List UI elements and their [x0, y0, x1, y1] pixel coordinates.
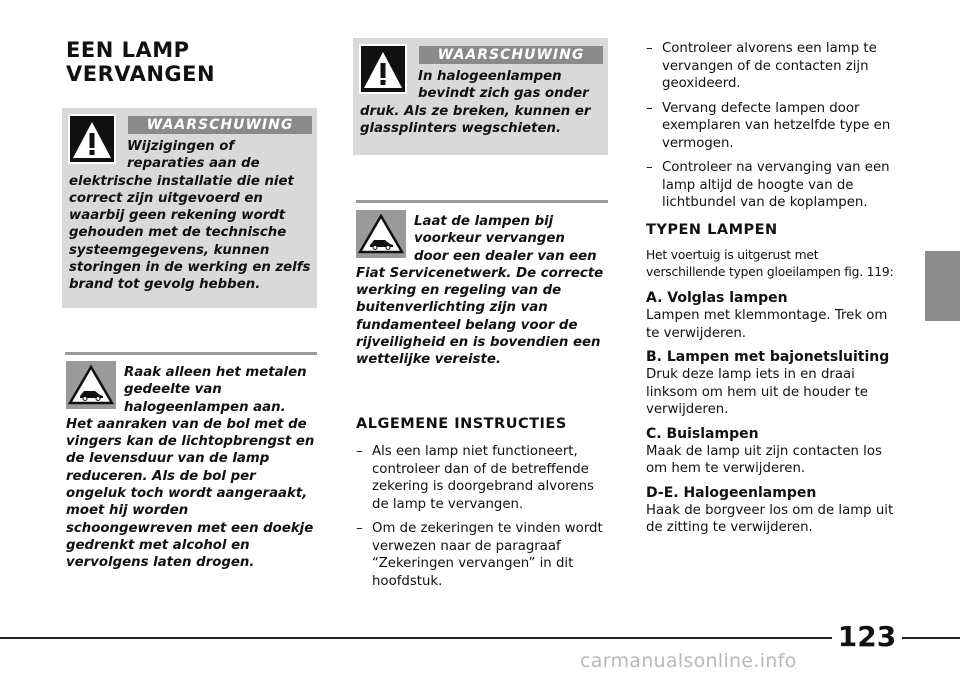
warning-text: Wijzigingen of reparaties aan de elektrische installatie die niet correct zijn uitgevoerd en waarbij geen rekening wordt gehouden met de technische systeemgegevens, kunnen storingen in de werking en zelfs brand tot gevolg hebben.: [69, 139, 311, 293]
warning-label: WAARSCHUWING: [128, 116, 312, 134]
general-instructions-list: [356, 443, 606, 597]
warning-text: In halogeenlampen bevindt zich gas onder druk. Als ze breken, kunnen er glassplinters wegschieten.: [360, 69, 591, 136]
type-d-title: D-E. Halogeenlampen: [646, 484, 817, 501]
type-c-title: C. Buislampen: [646, 425, 759, 442]
list-item: – Om de zekeringen te vinden wordt verwezen naar de paragraaf “Zekeringen vervangen” in dit hoofdstuk.: [356, 521, 603, 589]
title-line-2: VERVANGEN: [66, 62, 216, 86]
warning-box-electrical: [62, 108, 317, 308]
type-d-text: Haak de borgveer los om de lamp uit de zitting te verwijderen.: [646, 502, 894, 535]
types-intro: Het voertuig is uitgerust met verschillende typen gloeilampen fig. 119:: [646, 248, 894, 279]
divider: [356, 200, 608, 203]
footer-rule: [0, 637, 960, 639]
type-b-title: B. Lampen met bajonetsluiting: [646, 349, 890, 365]
type-a-text: Lampen met klemmontage. Trek om te verwijderen.: [646, 308, 888, 341]
type-c-text: Maak de lamp uit zijn contacten los om hem te verwijderen.: [646, 443, 882, 476]
warning-label: WAARSCHUWING: [419, 46, 603, 64]
title-line-1: EEN LAMP: [66, 38, 190, 62]
note-text-dealer: Laat de lampen bij voorkeur vervangen door een dealer van een Fiat Servicenetwerk. De correcte werking en regeling van de buitenverlichting zijn van fundamenteel belang voor de rijveiligheid en is bovendien een wettelijke vereiste.: [356, 214, 604, 368]
type-a-title: A. Volglas lampen: [646, 290, 788, 306]
list-item: – Vervang defecte lampen door exemplaren van hetzelfde type en vermogen.: [646, 100, 891, 151]
list-item: – Als een lamp niet functioneert, controleer dan of de betreffende zekering is doorgebrand alvorens de lamp te vervangen.: [356, 444, 594, 512]
section-heading-general: ALGEMENE INSTRUCTIES: [356, 416, 567, 432]
page-number: 123: [832, 620, 902, 654]
watermark: carmanualsonline.info: [580, 650, 797, 672]
list-item: – Controleer alvorens een lamp te vervangen of de contacten zijn geoxideerd.: [646, 41, 877, 91]
type-b-text: Druk deze lamp iets in en draai linksom om hem uit de houder te verwijderen.: [646, 367, 868, 417]
note-text-halogen: Raak alleen het metalen gedeelte van halogeenlampen aan. Het aanraken van de bol met de vingers kan de lichtopbrengst en de levensduur van de lamp reduceren. Als de bol per ongeluk toch wordt aangeraakt, moet hij worden schoongewreven met een doekje gedrenkt met alcohol en vervolgens laten drogen.: [66, 365, 315, 571]
chapter-tab: [925, 251, 960, 321]
right-column: [646, 40, 898, 537]
section-heading-types: TYPEN LAMPEN: [646, 221, 778, 238]
list-item: – Controleer na vervanging van een lamp altijd de hoogte van de lichtbundel van de koplampen.: [646, 160, 890, 210]
warning-box-gas: [353, 38, 608, 155]
page-title: [66, 38, 215, 86]
divider: [65, 352, 317, 355]
